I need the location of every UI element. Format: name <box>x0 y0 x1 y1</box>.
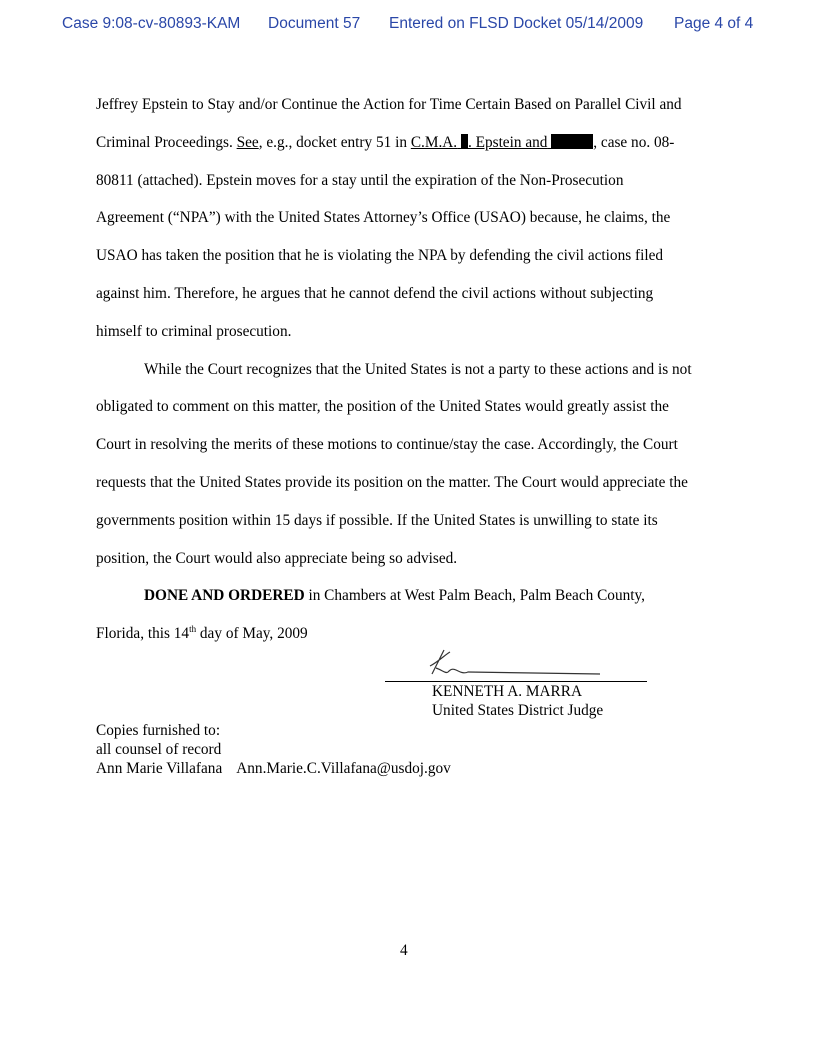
text-line: 80811 (attached). Epstein moves for a stay until the expiration of the Non-Prosecution <box>96 171 624 189</box>
see-signal: See <box>236 133 259 151</box>
text-line: himself to criminal prosecution. <box>96 322 292 340</box>
recipient-name: Ann Marie Villafana <box>96 760 223 777</box>
text-line: governments position within 15 days if possible. If the United States is unwilling to state its <box>96 511 658 529</box>
header-entered-date: Entered on FLSD Docket 05/14/2009 <box>389 15 644 32</box>
text-line: requests that the United States provide its position on the matter. The Court would appreciate the <box>96 473 688 491</box>
copies-recipient <box>96 759 451 778</box>
text-run: Criminal Proceedings. <box>96 133 237 151</box>
done-and-ordered-line <box>96 577 692 615</box>
judge-name: KENNETH A. MARRA <box>432 683 582 700</box>
page-number: 4 <box>400 942 408 959</box>
redaction-box <box>461 134 468 149</box>
text-run: , case no. 08- <box>593 133 675 151</box>
ordinal-suffix: th <box>189 624 197 635</box>
text-line: USAO has taken the position that he is violating the NPA by defending the civil actions filed <box>96 247 664 265</box>
header-page-count: Page 4 of 4 <box>674 15 754 32</box>
case-caption <box>411 134 593 151</box>
text-line: Court in resolving the merits of these motions to continue/stay the case. Accordingly, the Court <box>96 436 678 454</box>
recipient-email: Ann.Marie.C.Villafana@usdoj.gov <box>236 760 451 777</box>
text-line: While the Court recognizes that the United States is not a party to these actions and is not <box>144 360 692 378</box>
done-and-ordered-label: DONE AND ORDERED <box>144 587 305 605</box>
header-case-number: Case 9:08-cv-80893-KAM <box>62 15 241 32</box>
text-line: Agreement (“NPA”) with the United States Attorney’s Office (USAO) because, he claims, the <box>96 209 671 227</box>
judge-title: United States District Judge <box>432 702 604 719</box>
copies-heading: Copies furnished to: <box>96 722 221 739</box>
text-line: position, the Court would also appreciate being so advised. <box>96 549 458 567</box>
case-caption-part: C.M.A. <box>410 133 458 151</box>
text-line: against him. Therefore, he argues that he cannot defend the civil actions without subjecting <box>96 284 654 302</box>
redaction-box <box>551 134 593 149</box>
text-run: day of May, 2009 <box>196 625 308 643</box>
text-line: Jeffrey Epstein to Stay and/or Continue the Action for Time Certain Based on Parallel Civil and <box>96 96 682 113</box>
text-run: in Chambers at West Palm Beach, Palm Beach County, <box>304 587 645 605</box>
signature-line <box>385 681 647 682</box>
text-run: , e.g., docket entry 51 in <box>258 133 411 151</box>
case-caption-part: . Epstein and <box>467 133 548 151</box>
text-line <box>96 124 692 162</box>
paragraph-motion <box>96 86 692 653</box>
copies-furnished <box>96 721 451 778</box>
copies-recipient: all counsel of record <box>96 741 222 758</box>
text-line: obligated to comment on this matter, the position of the United States would greatly assist the <box>96 398 669 416</box>
header-document-number: Document 57 <box>268 15 361 32</box>
judge-signature <box>420 644 620 684</box>
text-run: Florida, this 14 <box>96 625 190 643</box>
